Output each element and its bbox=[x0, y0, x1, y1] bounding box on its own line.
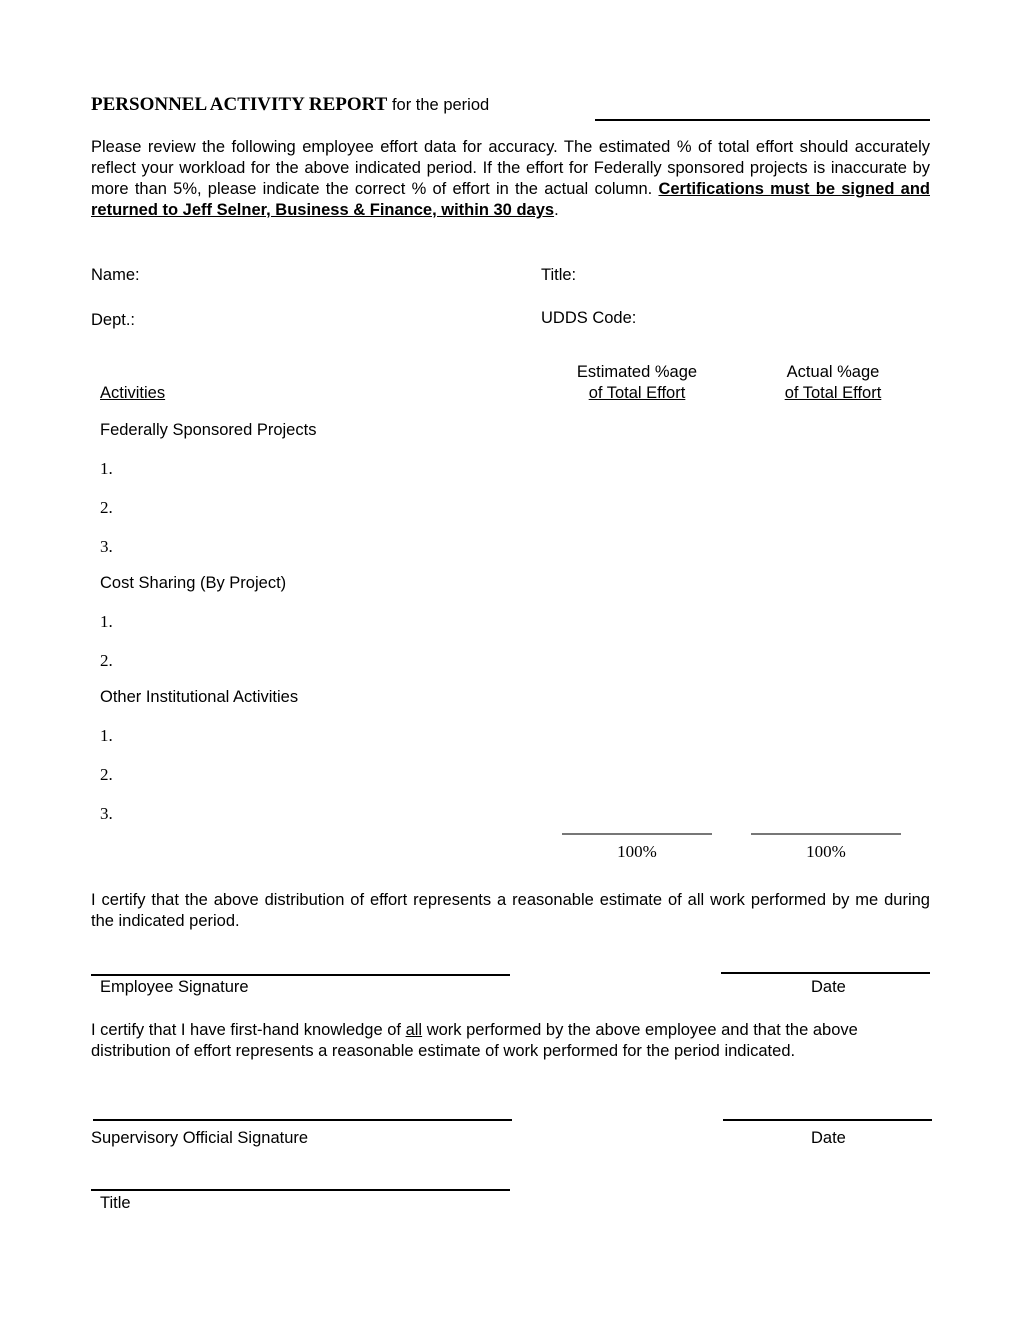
instructions bbox=[91, 137, 930, 221]
supervisor-certification-text bbox=[91, 1020, 936, 1062]
other-item-3: 3. bbox=[100, 804, 113, 823]
federal-item-2: 2. bbox=[100, 498, 113, 517]
report-title-suffix: for the period bbox=[391, 96, 490, 114]
report-title: PERSONNEL ACTIVITY REPORT bbox=[91, 94, 388, 115]
cost-sharing-item-2: 2. bbox=[100, 651, 113, 670]
employee-signature-label: Employee Signature bbox=[100, 978, 249, 996]
supervisor-text-part1: I certify that I have first-hand knowledge of bbox=[91, 1021, 406, 1039]
other-item-2: 2. bbox=[100, 765, 113, 784]
activities-header: Activities bbox=[100, 384, 166, 402]
notice-period: . bbox=[554, 201, 559, 219]
estimated-total-line bbox=[562, 833, 712, 835]
supervisor-signature-label: Supervisory Official Signature bbox=[91, 1129, 309, 1147]
estimated-header-line1: Estimated %age bbox=[576, 363, 698, 381]
federal-item-3: 3. bbox=[100, 537, 113, 556]
employee-date-line[interactable] bbox=[721, 972, 930, 974]
other-item-1: 1. bbox=[100, 726, 113, 745]
section-cost-sharing: Cost Sharing (By Project) bbox=[100, 574, 287, 592]
actual-header-line1: Actual %age bbox=[786, 363, 880, 381]
dept-label: Dept.: bbox=[91, 311, 136, 329]
supervisor-title-label: Title bbox=[100, 1194, 131, 1212]
actual-total-line bbox=[751, 833, 901, 835]
employee-date-label: Date bbox=[811, 978, 846, 996]
supervisor-text-part2: work performed by the above employee and that the above distribution of effort represents a reasonable estimate of work performed for the period indicated. bbox=[91, 1021, 858, 1060]
actual-total: 100% bbox=[806, 842, 846, 861]
federal-item-1: 1. bbox=[100, 459, 113, 478]
name-label: Name: bbox=[91, 266, 140, 284]
actual-header-line2: of Total Effort bbox=[784, 384, 882, 402]
supervisor-signature-line[interactable] bbox=[93, 1119, 512, 1121]
supervisor-date-line[interactable] bbox=[723, 1119, 932, 1121]
employee-certification-text: I certify that the above distribution of effort represents a reasonable estimate of all work performed by me during the indicated period. bbox=[91, 891, 930, 930]
employee-signature-line[interactable] bbox=[91, 974, 510, 976]
supervisor-title-line[interactable] bbox=[91, 1189, 510, 1191]
estimated-header-line2: of Total Effort bbox=[588, 384, 686, 402]
title-label: Title: bbox=[541, 266, 577, 284]
period-field-line[interactable] bbox=[595, 119, 930, 121]
section-other: Other Institutional Activities bbox=[100, 688, 299, 706]
cost-sharing-item-1: 1. bbox=[100, 612, 113, 631]
udds-label: UDDS Code: bbox=[541, 309, 637, 327]
section-federal: Federally Sponsored Projects bbox=[100, 421, 317, 439]
supervisor-text-emphasis: all bbox=[405, 1021, 423, 1039]
return-notice: Certifications must be signed and returned to Jeff Selner, Business & Finance, within 30 days bbox=[91, 180, 930, 219]
estimated-total: 100% bbox=[617, 842, 657, 861]
instructions-text: Please review the following employee effort data for accuracy. The estimated % of total effort should accurately reflect your workload for the above indicated period. If the effort for Federally sponsored projects is inaccurate by more than 5%, please indicate the correct % of effort in the actual column. bbox=[91, 138, 930, 198]
page-title bbox=[91, 94, 489, 116]
supervisor-date-label: Date bbox=[811, 1129, 846, 1147]
